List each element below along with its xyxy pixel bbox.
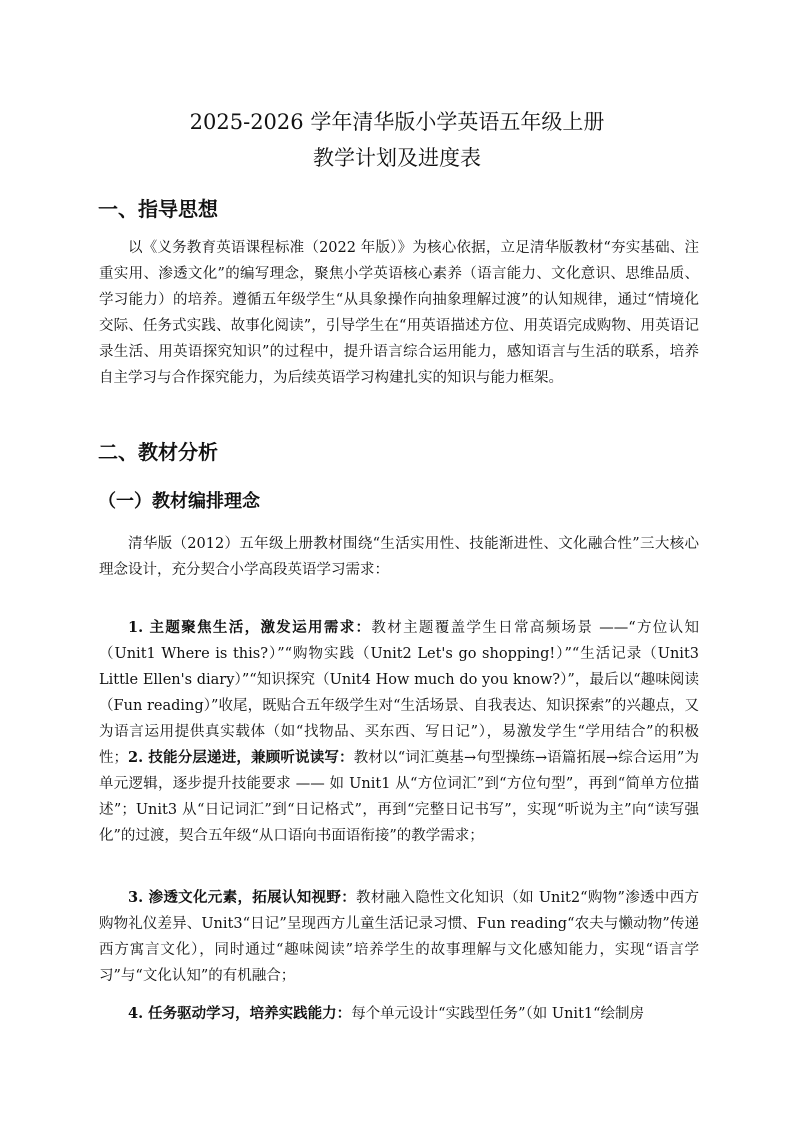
document-subtitle: 教学计划及进度表 <box>313 146 481 170</box>
concept-item-lead: 2. 技能分层递进，兼顾听说读写： <box>128 749 354 766</box>
concept-item-lead: 4. 任务驱动学习，培养实践能力： <box>128 1005 352 1022</box>
guiding-ideology-paragraph: 以《义务教育英语课程标准（2022 年版）》为核心依据，立足清华版教材“夯实基础、注重实用、渗透文化”的编写理念，聚焦小学英语核心素养（语言能力、文化意识、思维品质、学习能力）的培养。遵循五年级学生“从具象操作向抽象理解过渡”的认知规律，通过“情境化交际、任务式实践、故事化阅读”，引导学生在“用英语描述方位、用英语完成购物、用英语记录生活、用英语探究知识”的过程中，提升语言综合运用能力，感知语言与生活的联系，培养自主学习与合作探究能力，为后续英语学习构建扎实的知识与能力框架。 <box>99 240 699 386</box>
compilation-concept-intro: 清华版（2012）五年级上册教材围绕“生活实用性、技能渐进性、文化融合性”三大核心理念设计，充分契合小学高段英语学习需求： <box>99 536 699 578</box>
concept-item-lead: 3. 渗透文化元素，拓展认知视野： <box>128 889 357 906</box>
concept-item-text: 每个单元设计“实践型任务”（如 Unit1“绘制房 <box>351 1006 645 1022</box>
document-title: 2025-2026 学年清华版小学英语五年级上册 <box>189 110 605 134</box>
section-heading-textbook-analysis: 二、教材分析 <box>98 440 218 464</box>
concept-item-text: 教材融入隐性文化知识（如 Unit2“购物”渗透中西方购物礼仪差异、Unit3“日记”呈现西方儿童生活记录习惯、Fun reading“农夫与懒动物”传递西方寓言文化），同时通过“趣味阅读”培养学生的故事理解与文化感知能力，实现“语言学习”与“文化认知”的有机融合； <box>99 890 699 984</box>
concept-item-3 <box>99 885 699 989</box>
section-heading-guiding-ideology: 一、指导思想 <box>98 197 218 221</box>
concept-item-2 <box>99 745 699 849</box>
subsection-heading-compilation-concept: （一）教材编排理念 <box>98 491 260 512</box>
concept-item-4 <box>99 1001 699 1027</box>
concept-item-text: 教材以“词汇奠基→句型操练→语篇拓展→综合运用”为单元逻辑，逐步提升技能要求 —— 如 Unit1 从“方位词汇”到“方位句型”，再到“简单方位描述”；Unit3 从“日记词汇”到“日记格式”，再到“完整日记书写”，实现“听说为主”向“读写强化”的过渡，契合五年级“从口语向书面语衔接”的教学需求； <box>99 750 699 844</box>
concept-item-text: 教材主题覆盖学生日常高频场景 ——“方位认知（Unit1 Where is this?）”“购物实践（Unit2 Let's go shopping!）”“生活记录（Unit3 Little Ellen's diary）”“知识探究（Unit4 How much do you know?）”，最后以“趣味阅读（Fun reading）”收尾，既贴合五年级学生对“生活场景、自我表达、知识探索”的兴趣点，又为语言运用提供真实载体（如“找物品、买东西、写日记”），易激发学生“学用结合”的积极性； <box>99 620 699 766</box>
concept-item-lead: 1. 主题聚焦生活，激发运用需求： <box>128 619 372 636</box>
